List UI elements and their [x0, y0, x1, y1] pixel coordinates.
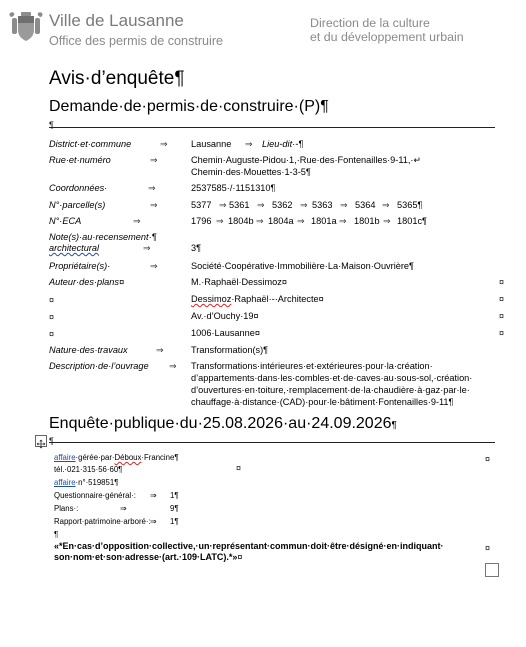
parcelle-number: 5362 [272, 200, 293, 210]
eca-number: 1801b [354, 216, 380, 226]
tab-arrow: ⇒ [156, 345, 164, 355]
tab-arrow: ⇒ [383, 216, 391, 226]
tab-arrow: ⇒ [143, 243, 151, 253]
tab-arrow: ⇒ [300, 200, 308, 210]
tab-arrow: ⇒ [150, 491, 157, 500]
eca-label: N°·ECA [49, 216, 82, 226]
works-label: Nature·des·travaux [49, 345, 128, 355]
tab-arrow: ⇒ [133, 216, 141, 226]
affaire-number [54, 478, 118, 487]
cell-marker: ¤ [49, 329, 55, 339]
works-value: Transformation(s)¶ [191, 345, 269, 355]
tab-arrow: ⇒ [150, 517, 157, 526]
plans-author-line-2 [191, 294, 324, 304]
owners-label: Propriétaire(s)· [49, 261, 111, 271]
affaire-manager [54, 453, 179, 462]
plans-author-line-4: 1006·Lausanne¤ [191, 328, 260, 338]
description-line: d’appartements·dans·les·combles·et·de·caves·au·sous-sol,·création· [191, 373, 473, 383]
cell-marker: ¤ [236, 463, 242, 473]
enquete-rule [49, 442, 495, 443]
tab-arrow: ⇒ [169, 361, 177, 371]
recensement-value: 3¶ [191, 243, 202, 253]
paragraph-mark: ¶ [391, 420, 397, 431]
description-line: chauffage·à·distance·(CAD)·pour·le·bâtiment·Fontenailles·9-11¶ [191, 397, 454, 407]
cell-marker: ¤ [499, 277, 505, 287]
parcelle-number: 5364 [355, 200, 376, 210]
affaire-link[interactable]: affaire [54, 453, 76, 462]
rapport-label: Rapport·patrimoine·arboré·: [54, 517, 151, 526]
cell-marker: ¤ [499, 328, 505, 338]
lieu-dit-value: Lieu-dit·-¶ [262, 139, 304, 149]
cell-marker: ¤ [485, 454, 491, 464]
architect-name: Dessimoz [191, 294, 232, 304]
address-line-1: Chemin·Auguste-Pidou·1,·Rue·des·Fontenailles·9-11,·↵ [191, 155, 422, 165]
subtitle-rule [49, 127, 495, 128]
enquete-heading [49, 415, 397, 433]
tab-arrow: ⇒ [219, 200, 227, 210]
tab-arrow: ⇒ [340, 200, 348, 210]
address-line-2: Chemin·des·Mouettes·1-3-5¶ [191, 167, 311, 177]
tab-arrow: ⇒ [120, 504, 127, 513]
tab-arrow: ⇒ [216, 216, 224, 226]
tab-arrow: ⇒ [257, 200, 265, 210]
tab-arrow: ⇒ [150, 155, 158, 165]
parcelle-number: 5377 [191, 200, 212, 210]
tab-arrow: ⇒ [160, 139, 168, 149]
paragraph-mark: ¶ [49, 120, 54, 130]
description-label: Description·de·l’ouvrage [49, 361, 149, 371]
cell-marker: ¤ [49, 295, 55, 305]
paragraph-mark: ¶ [49, 436, 54, 446]
district-label: District·et·commune [49, 139, 132, 149]
note-text: son·nom·et·son·adresse·(art.·109·LATC).*» [54, 552, 238, 562]
parcelle-number: 5361 [229, 200, 250, 210]
district-value: Lausanne [191, 139, 232, 149]
plans-author-line-1: M.·Raphaël·Dessimoz¤ [191, 277, 287, 287]
description-line: d’ouvertures·en·toiture,·remplacement·de·la·chaudière·à·gaz·par·le· [191, 385, 470, 395]
cell-marker: ¤ [499, 311, 505, 321]
cell-marker: ¤ [237, 552, 243, 562]
description-line: Transformations·intérieures·et·extérieures·pour·la·création· [191, 361, 433, 371]
plans-label: Plans·: [54, 504, 79, 513]
parcelle-number: 5365¶ [397, 200, 423, 210]
eca-number: 1804a [268, 216, 294, 226]
enquete-heading-text: Enquête·publique·du·25.08.2026·au·24.09.2026 [49, 415, 392, 432]
table-move-handle[interactable] [35, 435, 47, 447]
plans-author-label: Auteur·des·plans¤ [49, 277, 125, 287]
eca-number: 1796 [191, 216, 212, 226]
affaire-no: ·n°·519851¶ [75, 478, 119, 487]
lausanne-coat-of-arms-icon [6, 10, 46, 44]
table-resize-handle[interactable] [485, 563, 499, 577]
cell-marker: ¤ [49, 312, 55, 322]
tab-arrow: ⇒ [148, 183, 156, 193]
tab-arrow: ⇒ [256, 216, 264, 226]
tab-arrow: ⇒ [382, 200, 390, 210]
tab-arrow: ⇒ [150, 200, 158, 210]
plans-value: 9¶ [170, 504, 179, 513]
recensement-label-2: architectural [49, 243, 100, 253]
document-title: Avis·d’enquête¶ [49, 68, 185, 89]
eca-number: 1801a [311, 216, 337, 226]
questionnaire-label: Questionnaire·général·: [54, 491, 136, 500]
tab-arrow: ⇒ [150, 261, 158, 271]
tab-arrow: ⇒ [297, 216, 305, 226]
direction-line-1: Direction de la culture [310, 16, 430, 30]
plans-author-line-3: Av.·d’Ouchy·19¤ [191, 311, 259, 321]
manager-name: Déboux [114, 453, 142, 462]
document-subtitle: Demande·de·permis·de·construire·(P)¶ [49, 98, 329, 115]
recensement-label: Note(s)·au·recensement·¶ [49, 232, 157, 242]
eca-number: 1804b [228, 216, 254, 226]
org-name: Ville de Lausanne [49, 11, 184, 30]
collective-opposition-note-2 [54, 552, 242, 562]
cell-marker: ¤ [499, 294, 505, 304]
collective-opposition-note: «*En·cas·d’opposition·collective,·un·représentant·commun·doit·être·désigné·en·indiquant· [54, 541, 444, 551]
office-name: Office des permis de construire [49, 34, 224, 48]
affaire-text: ·gérée·par· [75, 453, 115, 462]
tab-arrow: ⇒ [245, 139, 253, 149]
owners-value: Société·Coopérative·Immobilière·La·Maison·Ouvrière¶ [191, 261, 414, 271]
direction-line-2: et du développement urbain [310, 30, 464, 44]
eca-number: 1801c¶ [397, 216, 427, 226]
architect-title: ·Raphaël·-·Architecte¤ [231, 294, 324, 304]
rapport-value: 1¶ [170, 517, 179, 526]
coords-value: 2537585·/·1151310¶ [191, 183, 276, 193]
parcelle-number: 5363 [312, 200, 333, 210]
questionnaire-value: 1¶ [170, 491, 179, 500]
address-label: Rue·et·numéro [49, 155, 111, 165]
blank-paragraph: ¶ [54, 530, 59, 539]
tab-arrow: ⇒ [339, 216, 347, 226]
parcelles-label: N°·parcelle(s) [49, 200, 106, 210]
phone-number: tél.·021·315·56·60¶ [54, 465, 123, 474]
affaire-no-link[interactable]: affaire [54, 478, 76, 487]
manager-rest: ·Francine¶ [141, 453, 179, 462]
cell-marker: ¤ [485, 543, 491, 553]
coords-label: Coordonnées· [49, 183, 108, 193]
